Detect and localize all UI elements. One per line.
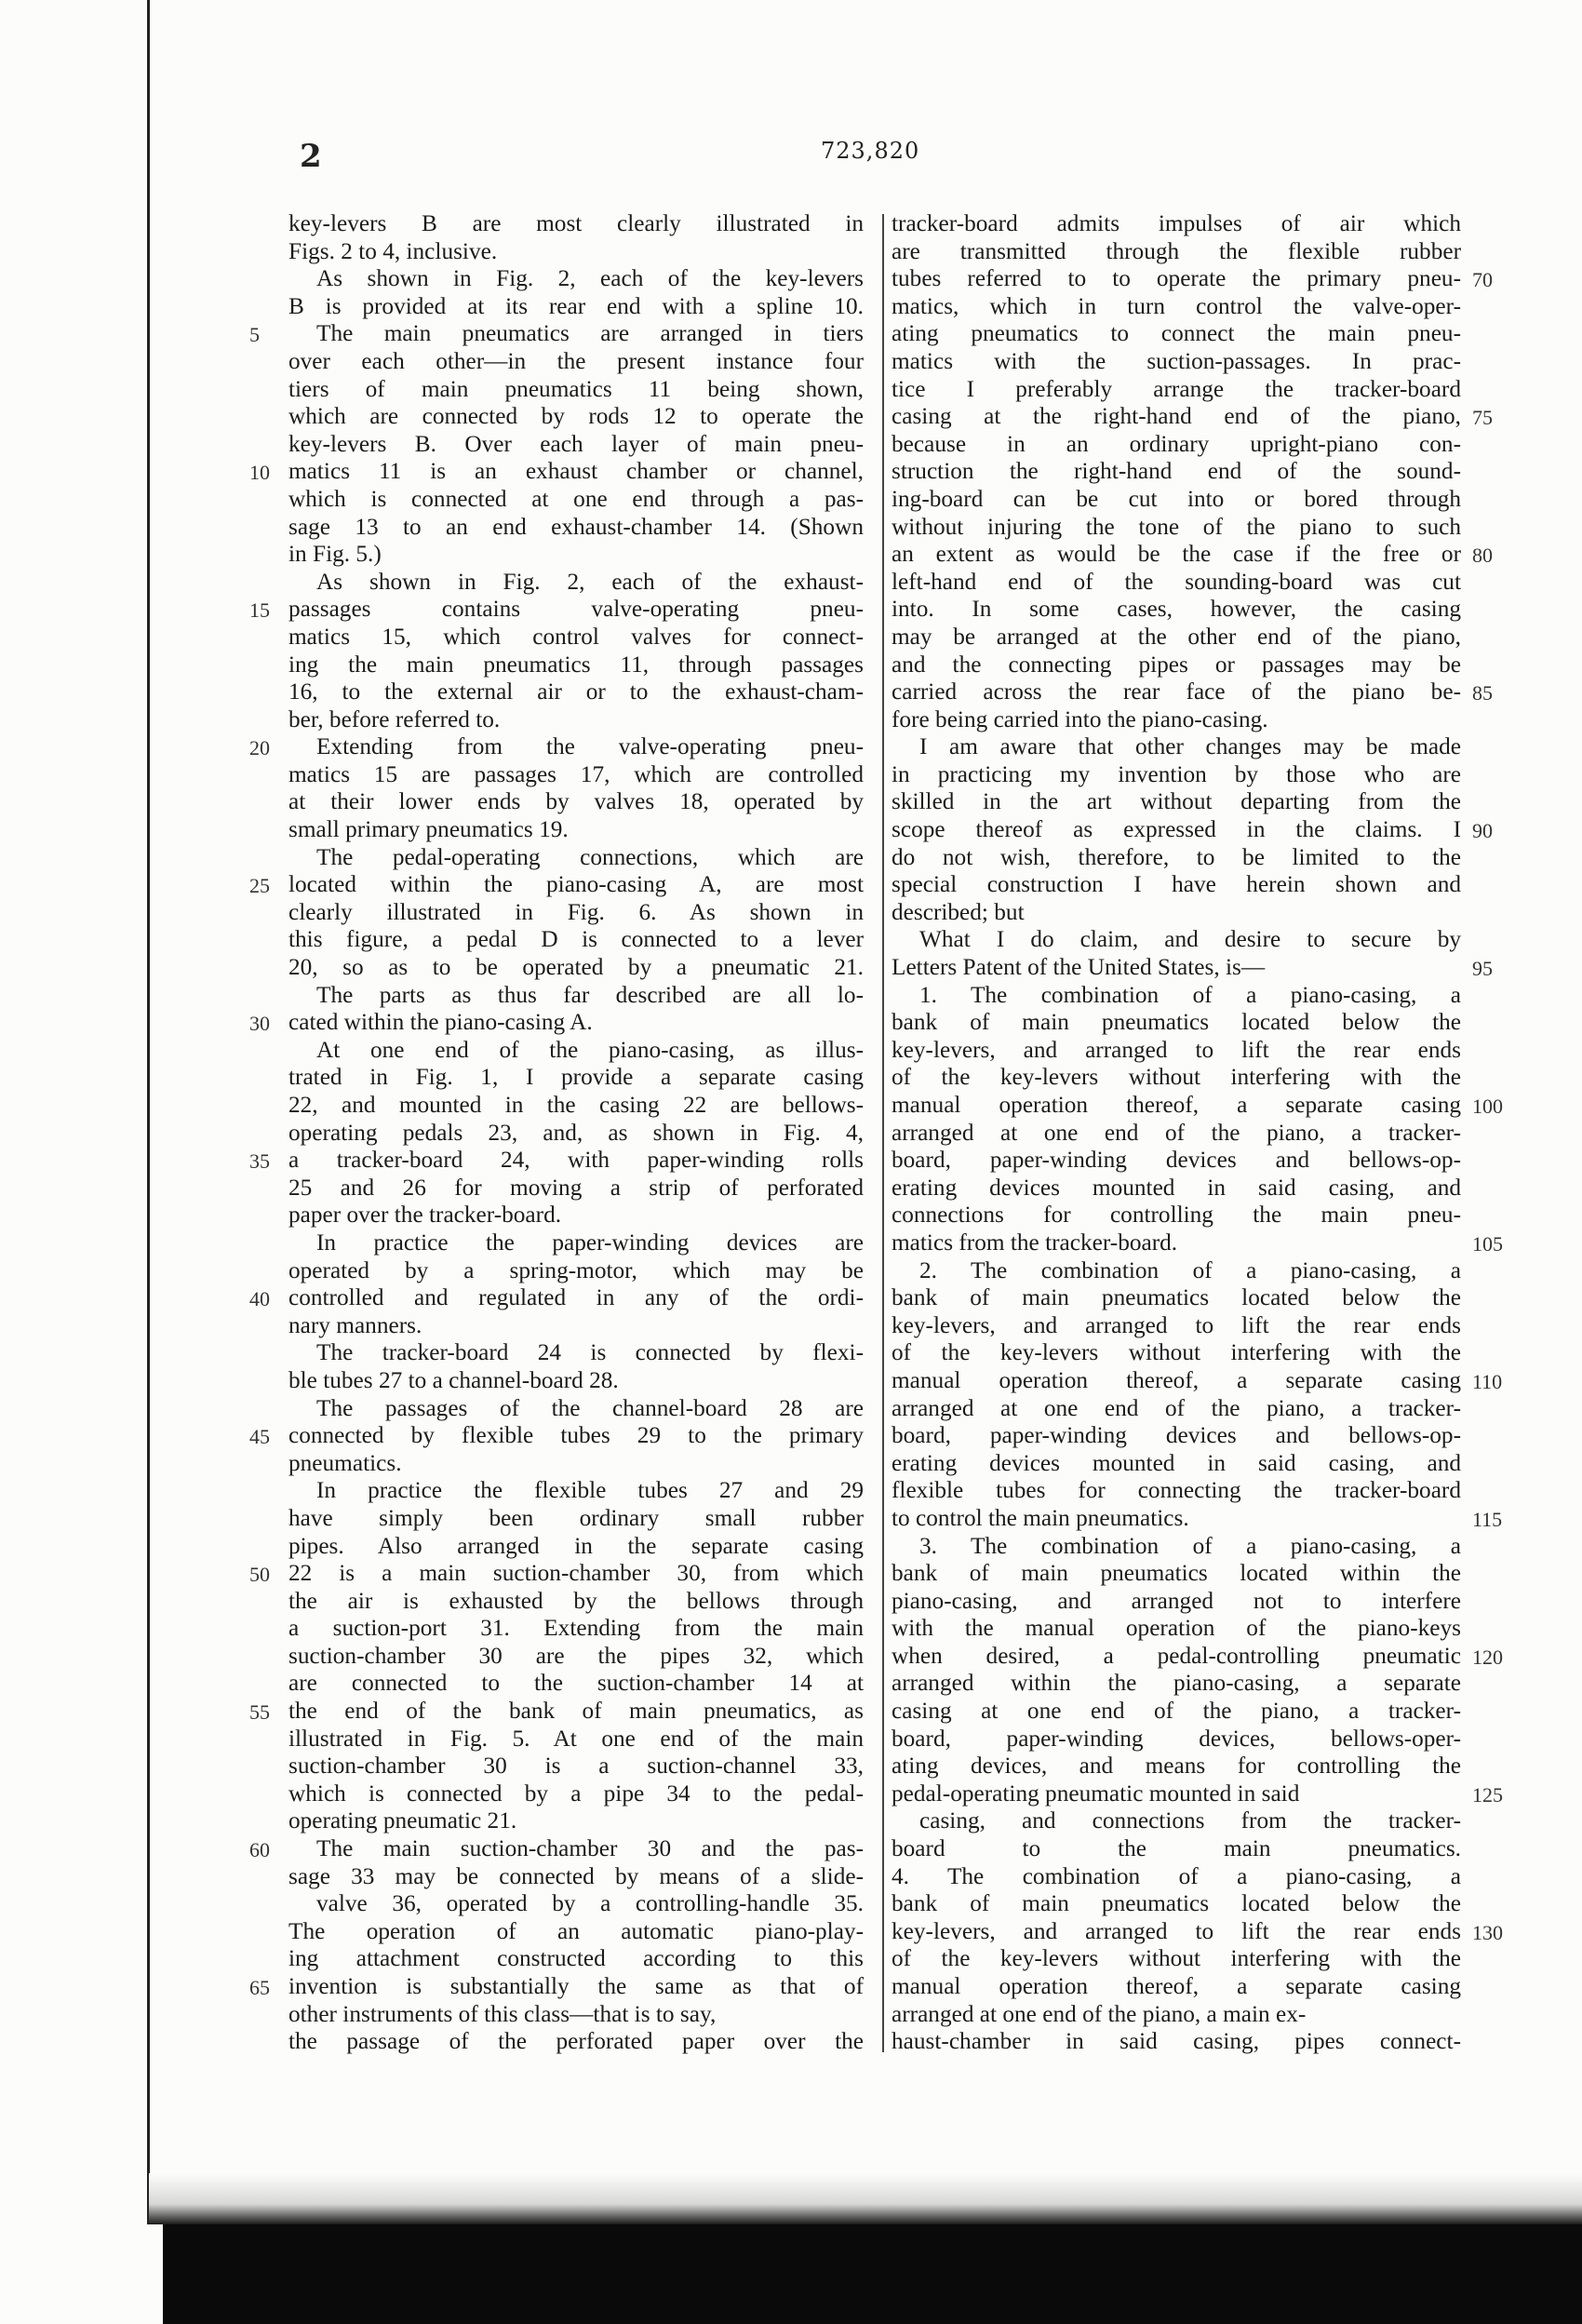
- text-line: located within the piano-casing A, are most: [288, 871, 864, 898]
- text-line: at their lower ends by valves 18, operated by: [288, 788, 864, 815]
- text-line: ble tubes 27 to a channel-board 28.: [288, 1366, 619, 1393]
- text-line: board, paper-winding devices and bellows-op-: [892, 1147, 1461, 1174]
- text-line: connections for controlling the main pneu-: [892, 1202, 1461, 1229]
- text-line: As shown in Fig. 2, each of the key-levers: [316, 265, 864, 292]
- text-line: tubes referred to to operate the primary pneu-: [892, 265, 1461, 292]
- scan-shadow: [149, 2173, 1582, 2224]
- text-line: are connected to the suction-chamber 14 at: [288, 1670, 864, 1697]
- text-line: 20, so as to be operated by a pneumatic 21.: [288, 954, 864, 981]
- text-line: In practice the paper-winding devices are: [316, 1229, 864, 1256]
- margin-line-number: 15: [249, 598, 270, 623]
- margin-line-number: 35: [249, 1149, 270, 1174]
- text-line: erating devices mounted in said casing, and: [892, 1174, 1461, 1201]
- text-line: which is connected by a pipe 34 to the pedal-: [288, 1780, 864, 1807]
- page-number: 2: [300, 138, 322, 175]
- text-line: arranged within the piano-casing, a separate: [892, 1670, 1461, 1697]
- text-line: board, paper-winding devices, bellows-oper-: [892, 1725, 1461, 1752]
- text-line: clearly illustrated in Fig. 6. As shown in: [288, 898, 864, 925]
- text-line: 1. The combination of a piano-casing, a: [919, 981, 1461, 1008]
- text-line: are transmitted through the flexible rubber: [892, 237, 1461, 264]
- text-line: Letters Patent of the United States, is—: [892, 954, 1266, 981]
- text-line: key-levers, and arranged to lift the rear ends: [892, 1917, 1461, 1944]
- text-line: The main pneumatics are arranged in tiers: [316, 320, 864, 347]
- margin-line-number: 50: [249, 1563, 270, 1587]
- margin-line-number: 90: [1472, 819, 1493, 843]
- text-line: matics 11 is an exhaust chamber or channel,: [288, 458, 864, 485]
- text-line: board to the main pneumatics.: [892, 1835, 1461, 1862]
- text-line: bank of main pneumatics located below the: [892, 1890, 1461, 1917]
- margin-line-number: 30: [249, 1012, 270, 1036]
- text-line: valve 36, operated by a controlling-handle 35.: [316, 1890, 864, 1917]
- text-line: in practicing my invention by those who are: [892, 760, 1461, 787]
- text-line: flexible tubes for connecting the tracker-board: [892, 1477, 1461, 1504]
- text-line: of the key-levers without interfering with the: [892, 1064, 1461, 1091]
- text-line: sage 33 may be connected by means of a slide-: [288, 1862, 864, 1889]
- text-line: key-levers B. Over each layer of main pneu-: [288, 430, 864, 457]
- text-line: I am aware that other changes may be made: [919, 733, 1461, 760]
- text-line: bank of main pneumatics located below the: [892, 1009, 1461, 1036]
- margin-line-number: 25: [249, 874, 270, 898]
- text-line: ber, before referred to.: [288, 705, 501, 732]
- right-text-column: [892, 210, 1461, 2056]
- text-line: may be arranged at the other end of the piano,: [892, 623, 1461, 650]
- text-line: The passages of the channel-board 28 are: [316, 1394, 864, 1421]
- text-line: invention is substantially the same as that of: [288, 1973, 864, 1999]
- text-line: matics 15 are passages 17, which are controlled: [288, 760, 864, 787]
- text-line: haust-chamber in said casing, pipes connect-: [892, 2028, 1461, 2055]
- margin-line-number: 75: [1472, 406, 1493, 430]
- text-line: 22 is a main suction-chamber 30, from which: [288, 1560, 864, 1587]
- text-line: of the key-levers without interfering with the: [892, 1339, 1461, 1366]
- margin-line-number: 45: [249, 1425, 270, 1449]
- margin-line-number: 65: [249, 1976, 270, 2000]
- text-line: cated within the piano-casing A.: [288, 1009, 593, 1036]
- text-line: ing the main pneumatics 11, through passages: [288, 651, 864, 678]
- text-line: ating devices, and means for controlling the: [892, 1753, 1461, 1780]
- text-line: nary manners.: [288, 1311, 422, 1338]
- margin-line-number: 10: [249, 461, 270, 485]
- margin-line-number: 55: [249, 1700, 270, 1725]
- text-line: 16, to the external air or to the exhaust-cham-: [288, 678, 864, 705]
- text-line: special construction I have herein shown and: [892, 871, 1461, 898]
- text-line: a tracker-board 24, with paper-winding rolls: [288, 1147, 864, 1174]
- margin-line-number: 125: [1472, 1783, 1503, 1807]
- text-line: over each other—in the present instance four: [288, 347, 864, 374]
- text-line: As shown in Fig. 2, each of the exhaust-: [316, 568, 864, 595]
- text-line: Figs. 2 to 4, inclusive.: [288, 237, 498, 264]
- text-line: without injuring the tone of the piano to such: [892, 513, 1461, 540]
- text-line: described; but: [892, 898, 1025, 925]
- text-line: controlled and regulated in any of the ordi-: [288, 1284, 864, 1311]
- text-line: ing-board can be cut into or bored through: [892, 485, 1461, 512]
- text-line: into. In some cases, however, the casing: [892, 596, 1461, 623]
- text-line: do not wish, therefore, to be limited to the: [892, 843, 1461, 870]
- text-line: manual operation thereof, a separate casing: [892, 1366, 1461, 1393]
- text-line: because in an ordinary upright-piano con-: [892, 430, 1461, 457]
- margin-line-number: 20: [249, 736, 270, 760]
- scan-border: [163, 2224, 1582, 2324]
- text-line: suction-chamber 30 are the pipes 32, which: [288, 1642, 864, 1669]
- text-line: operated by a spring-motor, which may be: [288, 1256, 864, 1283]
- text-line: carried across the rear face of the piano be-: [892, 678, 1461, 705]
- text-line: Extending from the valve-operating pneu-: [316, 733, 864, 760]
- text-line: casing at the right-hand end of the piano,: [892, 403, 1461, 430]
- text-line: an extent as would be the case if the free or: [892, 541, 1461, 568]
- text-line: which are connected by rods 12 to operate the: [288, 403, 864, 430]
- text-line: operating pedals 23, and, as shown in Fig. 4,: [288, 1119, 864, 1146]
- text-line: tracker-board admits impulses of air which: [892, 210, 1461, 236]
- text-line: The operation of an automatic piano-play-: [288, 1917, 864, 1944]
- text-line: matics 15, which control valves for connect-: [288, 623, 864, 650]
- text-line: pipes. Also arranged in the separate casing: [288, 1532, 864, 1559]
- text-line: with the manual operation of the piano-keys: [892, 1615, 1461, 1642]
- margin-line-number: 110: [1472, 1370, 1503, 1394]
- margin-line-number: 80: [1472, 544, 1493, 568]
- text-line: 4. The combination of a piano-casing, a: [892, 1862, 1461, 1889]
- margin-line-number: 100: [1472, 1095, 1503, 1119]
- text-line: a suction-port 31. Extending from the main: [288, 1615, 864, 1642]
- text-line: the end of the bank of main pneumatics, as: [288, 1698, 864, 1725]
- text-line: ing attachment constructed according to this: [288, 1945, 864, 1972]
- text-line: connected by flexible tubes 29 to the primary: [288, 1422, 864, 1449]
- text-line: The tracker-board 24 is connected by flexi-: [316, 1339, 864, 1366]
- text-line: bank of main pneumatics located within the: [892, 1560, 1461, 1587]
- text-line: arranged at one end of the piano, a main ex-: [892, 2000, 1307, 2027]
- text-line: matics from the tracker-board.: [892, 1229, 1178, 1256]
- text-line: key-levers, and arranged to lift the rear ends: [892, 1036, 1461, 1063]
- text-line: What I do claim, and desire to secure by: [919, 926, 1461, 953]
- text-line: bank of main pneumatics located below the: [892, 1284, 1461, 1311]
- text-line: have simply been ordinary small rubber: [288, 1504, 864, 1531]
- text-line: other instruments of this class—that is to say,: [288, 2000, 717, 2027]
- margin-line-number: 130: [1472, 1921, 1503, 1945]
- text-line: and the connecting pipes or passages may be: [892, 651, 1461, 678]
- text-line: casing at one end of the piano, a tracker-: [892, 1698, 1461, 1725]
- margin-line-number: 70: [1472, 268, 1493, 292]
- text-line: board, paper-winding devices and bellows-op-: [892, 1422, 1461, 1449]
- patent-number: 723,820: [821, 138, 920, 164]
- margin-line-number: 105: [1472, 1232, 1503, 1256]
- text-line: operating pneumatic 21.: [288, 1807, 517, 1834]
- text-line: in Fig. 5.): [288, 541, 382, 568]
- margin-line-number: 5: [249, 323, 260, 347]
- text-line: 3. The combination of a piano-casing, a: [919, 1532, 1461, 1559]
- text-line: sage 13 to an end exhaust-chamber 14. (Shown: [288, 513, 864, 540]
- text-line: arranged at one end of the piano, a tracker-: [892, 1394, 1461, 1421]
- margin-line-number: 95: [1472, 957, 1493, 981]
- text-line: of the key-levers without interfering with the: [892, 1945, 1461, 1972]
- text-line: small primary pneumatics 19.: [288, 816, 569, 843]
- text-line: the passage of the perforated paper over the: [288, 2028, 864, 2055]
- text-line: pneumatics.: [288, 1449, 402, 1476]
- text-line: 25 and 26 for moving a strip of perforated: [288, 1174, 864, 1201]
- margin-line-number: 115: [1472, 1508, 1503, 1532]
- text-line: the air is exhausted by the bellows through: [288, 1587, 864, 1614]
- text-line: tice I preferably arrange the tracker-board: [892, 375, 1461, 402]
- text-line: piano-casing, and arranged not to interfere: [892, 1587, 1461, 1614]
- text-line: In practice the flexible tubes 27 and 29: [316, 1477, 864, 1504]
- text-line: this figure, a pedal D is connected to a lever: [288, 926, 864, 953]
- text-line: B is provided at its rear end with a spline 10.: [288, 292, 864, 319]
- text-line: to control the main pneumatics.: [892, 1504, 1189, 1531]
- text-line: passages contains valve-operating pneu-: [288, 596, 864, 623]
- text-line: trated in Fig. 1, I provide a separate casing: [288, 1064, 864, 1091]
- text-line: 2. The combination of a piano-casing, a: [919, 1256, 1461, 1283]
- text-line: The parts as thus far described are all lo-: [316, 981, 864, 1008]
- text-line: pedal-operating pneumatic mounted in said: [892, 1780, 1300, 1807]
- text-line: The pedal-operating connections, which are: [316, 843, 864, 870]
- text-line: key-levers B are most clearly illustrated in: [288, 210, 864, 236]
- margin-line-number: 60: [249, 1838, 270, 1862]
- text-line: skilled in the art without departing from the: [892, 788, 1461, 815]
- margin-line-number: 120: [1472, 1646, 1503, 1670]
- text-line: struction the right-hand end of the sound-: [892, 458, 1461, 485]
- text-line: matics, which in turn control the valve-oper-: [892, 292, 1461, 319]
- text-line: matics with the suction-passages. In prac-: [892, 347, 1461, 374]
- text-line: arranged at one end of the piano, a tracker-: [892, 1119, 1461, 1146]
- text-line: 22, and mounted in the casing 22 are bellows-: [288, 1092, 864, 1118]
- text-line: manual operation thereof, a separate casing: [892, 1973, 1461, 1999]
- margin-line-number: 40: [249, 1287, 270, 1311]
- text-line: At one end of the piano-casing, as illus-: [316, 1036, 864, 1063]
- margin-line-number: 85: [1472, 681, 1493, 705]
- page-edge-rule: [147, 0, 150, 2224]
- text-line: which is connected at one end through a pas-: [288, 485, 864, 512]
- text-line: tiers of main pneumatics 11 being shown,: [288, 375, 864, 402]
- text-line: left-hand end of the sounding-board was cut: [892, 568, 1461, 595]
- text-line: key-levers, and arranged to lift the rear ends: [892, 1311, 1461, 1338]
- text-line: The main suction-chamber 30 and the pas-: [316, 1835, 864, 1862]
- text-line: erating devices mounted in said casing, and: [892, 1449, 1461, 1476]
- text-line: illustrated in Fig. 5. At one end of the main: [288, 1725, 864, 1752]
- text-line: when desired, a pedal-controlling pneumatic: [892, 1642, 1461, 1669]
- text-line: scope thereof as expressed in the claims. I: [892, 816, 1461, 843]
- left-text-column: [288, 210, 864, 2056]
- column-divider: [882, 214, 884, 2052]
- text-line: suction-chamber 30 is a suction-channel 33,: [288, 1753, 864, 1780]
- text-line: manual operation thereof, a separate casing: [892, 1092, 1461, 1118]
- text-line: paper over the tracker-board.: [288, 1202, 562, 1229]
- text-line: fore being carried into the piano-casing.: [892, 705, 1268, 732]
- text-line: casing, and connections from the tracker-: [919, 1807, 1461, 1834]
- text-line: ating pneumatics to connect the main pneu-: [892, 320, 1461, 347]
